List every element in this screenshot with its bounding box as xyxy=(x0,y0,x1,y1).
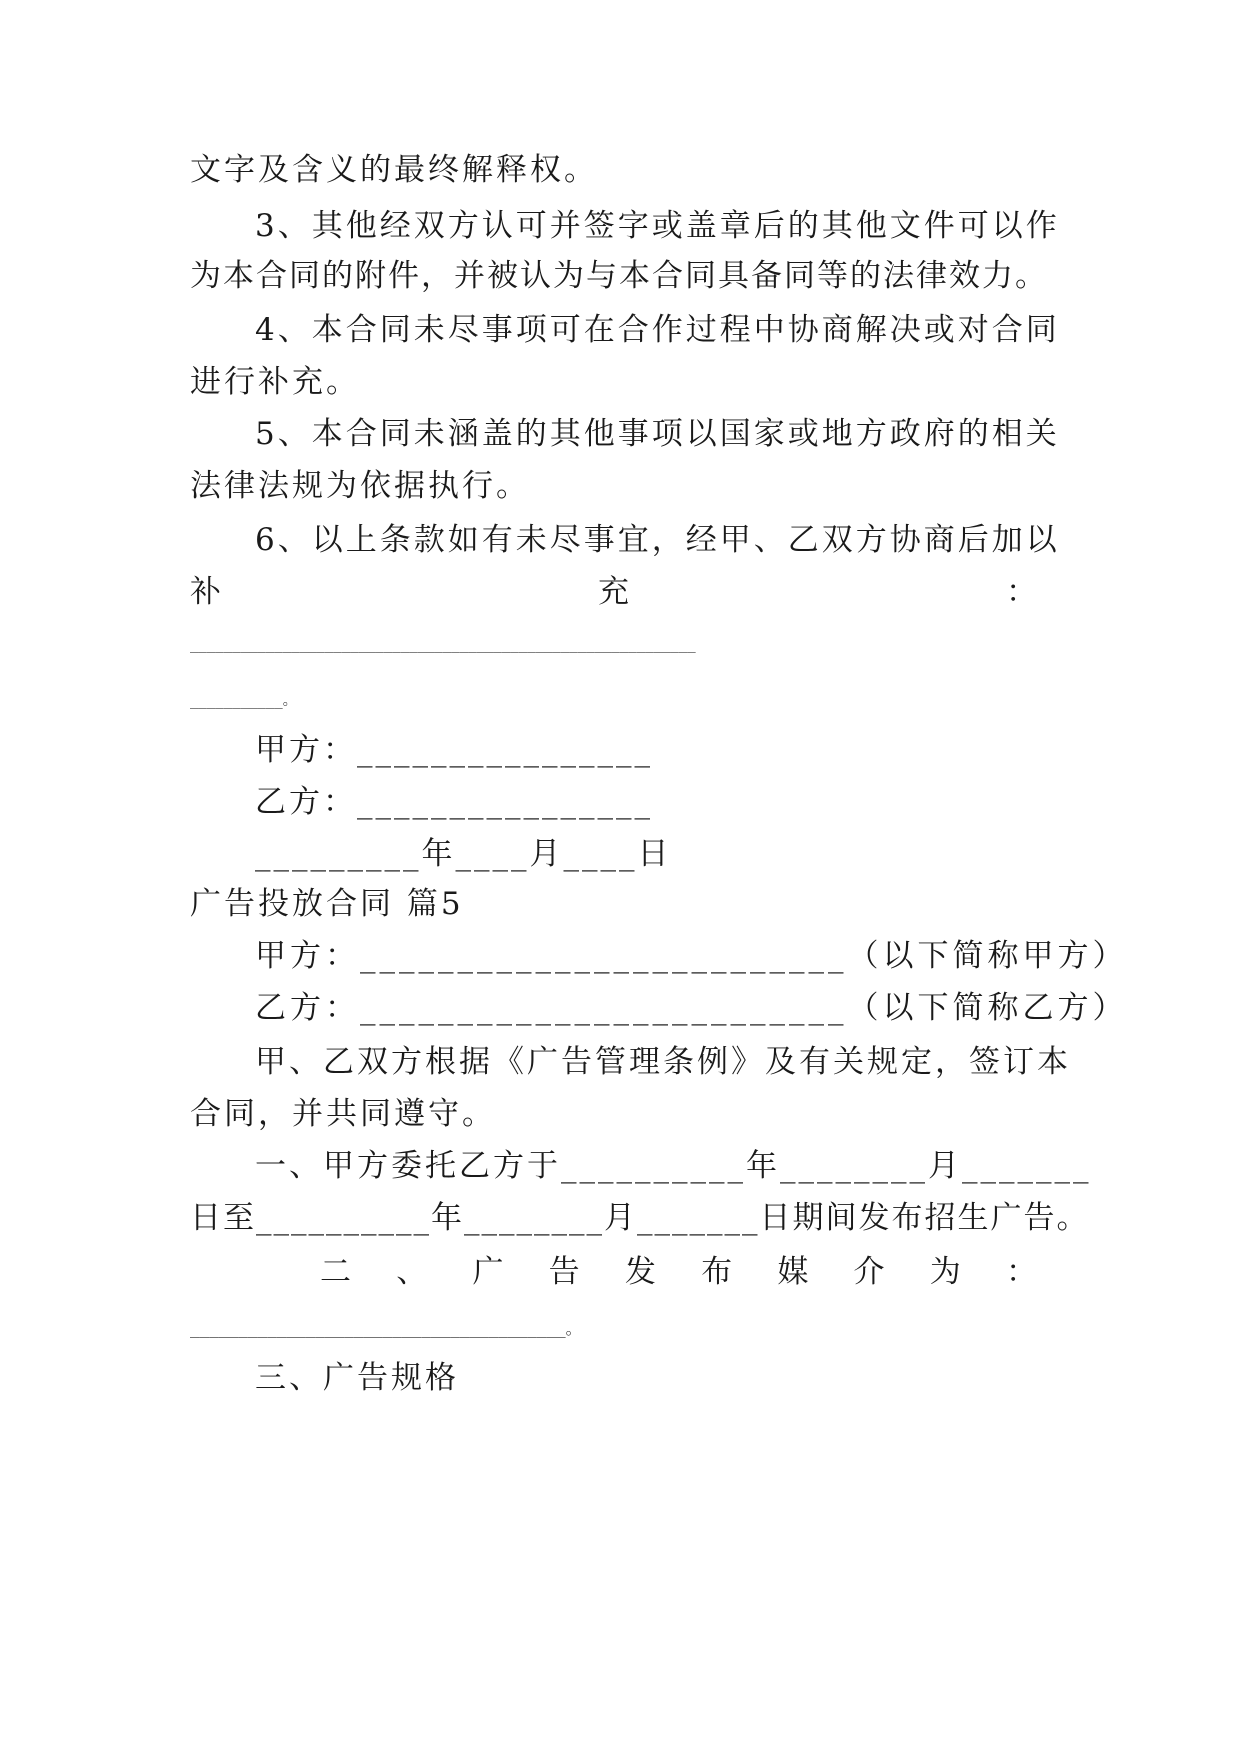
text-line: 文字及含义的最终解释权。 xyxy=(190,152,598,188)
clause-3-line-1: 3、其他经双方认可并签字或盖章后的其他文件可以作 xyxy=(255,208,1060,244)
spread-char: ： xyxy=(1006,574,1040,610)
clause-5-line-2: 法律法规为依据执行。 xyxy=(190,468,530,504)
spread-char: 媒 xyxy=(777,1254,812,1290)
supplement-label xyxy=(190,572,1040,612)
spread-char: 介 xyxy=(853,1254,888,1290)
spread-char: 补 xyxy=(190,574,224,610)
spread-char: 发 xyxy=(624,1254,659,1290)
party-b-signature: 乙方：________________ xyxy=(255,784,653,820)
spread-char: 告 xyxy=(548,1254,583,1290)
party-a-line: 甲方：_________________________（以下简称甲方） xyxy=(255,938,1128,974)
signature-date: _________年____月____日 xyxy=(255,836,672,872)
spread-char: 布 xyxy=(701,1254,736,1290)
clause-3-line-2: 为本合同的附件，并被认为与本合同具备同等的法律效力。 xyxy=(190,258,1048,294)
blank-fill: _______________________________________。 xyxy=(190,1319,582,1338)
clause-6-line-1: 6、以上条款如有未尽事宜，经甲、乙双方协商后加以 xyxy=(255,522,1060,558)
spread-char: 、 xyxy=(396,1254,431,1290)
spread-char: ： xyxy=(1005,1254,1040,1290)
article-1-line-1: 一、甲方委托乙方于__________年________月_______ xyxy=(255,1148,1092,1184)
section-heading: 广告投放合同 篇5 xyxy=(190,886,464,922)
article-2-label xyxy=(320,1252,1040,1292)
spread-char: 广 xyxy=(472,1254,507,1290)
clause-5-line-1: 5、本合同未涵盖的其他事项以国家或地方政府的相关 xyxy=(255,416,1060,452)
preamble-line-2: 合同，并共同遵守。 xyxy=(190,1096,496,1132)
clause-4-line-2: 进行补充。 xyxy=(190,364,360,400)
preamble-line-1: 甲、乙双方根据《广告管理条例》及有关规定，签订本 xyxy=(255,1044,1071,1080)
party-a-signature: 甲方：________________ xyxy=(255,732,653,768)
party-b-line: 乙方：_________________________（以下简称乙方） xyxy=(255,990,1128,1026)
article-2-blank xyxy=(190,1304,1050,1344)
article-1-line-2: 日至__________年________月_______日期间发布招生广告。 xyxy=(190,1200,1090,1236)
clause-4-line-1: 4、本合同未尽事项可在合作过程中协商解决或对合同 xyxy=(255,312,1060,348)
article-3-heading: 三、广告规格 xyxy=(255,1360,459,1396)
blank-fill: ___________。 xyxy=(190,693,297,709)
blank-line-end xyxy=(190,675,1050,715)
spread-char: 为 xyxy=(929,1254,964,1290)
spread-char: 充 xyxy=(598,574,632,610)
spread-char: 二 xyxy=(320,1254,354,1290)
blank-line: ____________________________________________________________ xyxy=(190,637,696,653)
